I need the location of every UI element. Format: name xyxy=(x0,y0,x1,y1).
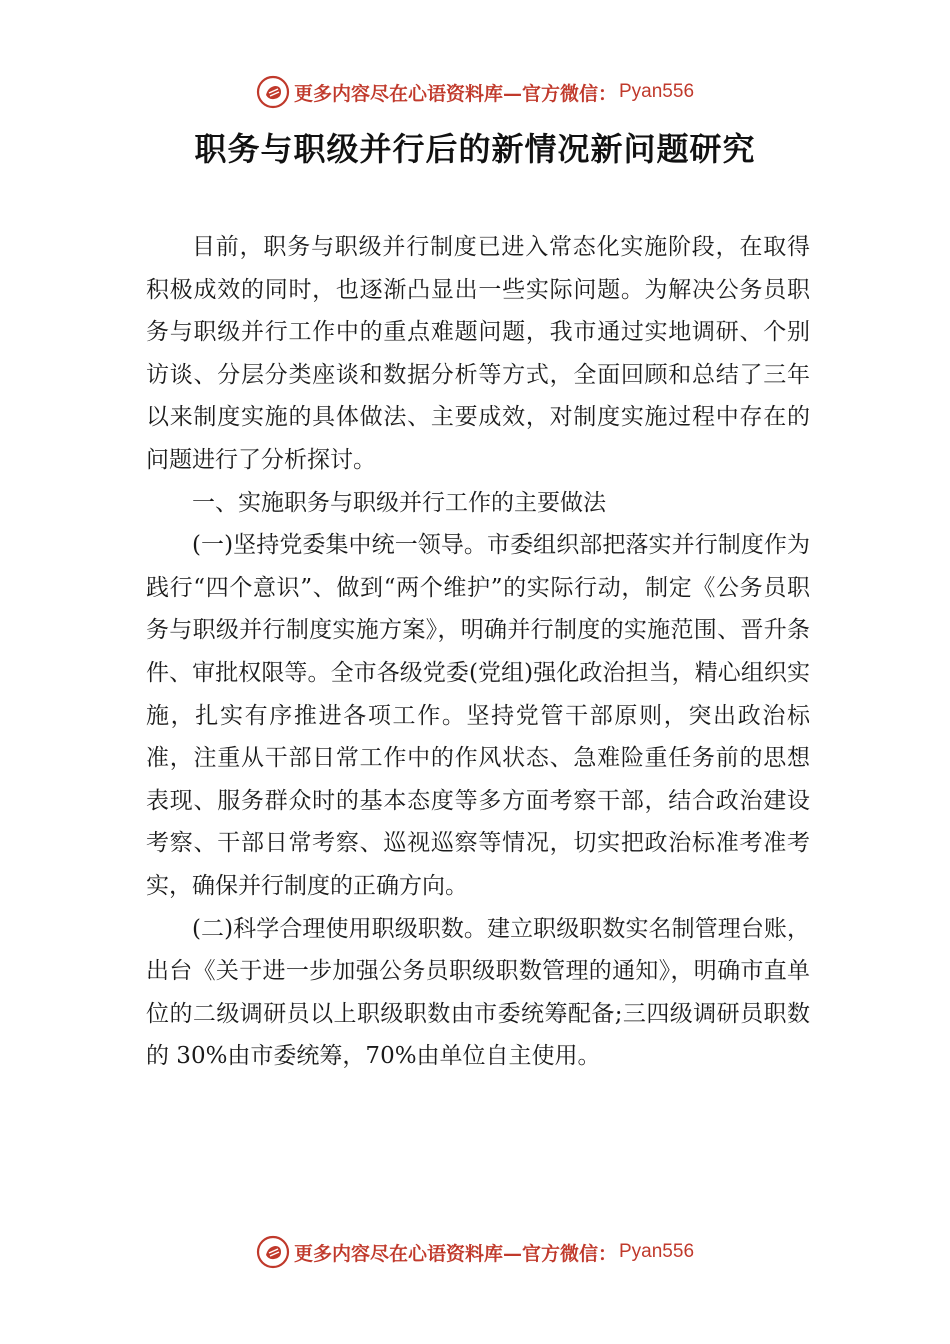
paragraph-rank-quota: (二)科学合理使用职级职数。建立职级职数实名制管理台账，出台《关于进一步加强公务员职级职数管理的通知》，明确市直单位的二级调研员以上职级职数由市委统筹配备;三四级调研员职数的 30%由市委统筹，70%由单位自主使用。 xyxy=(146,915,810,1070)
header-watermark-banner xyxy=(0,72,950,112)
paragraph-party-leadership: (一)坚持党委集中统一领导。市委组织部把落实并行制度作为践行“四个意识”、做到“两个维护”的实际行动，制定《公务员职务与职级并行制度实施方案》，明确并行制度的实施范围、晋升条件、审批权限等。全市各级党委(党组)强化政治担当，精心组织实施，扎实有序推进各项工作。坚持党管干部原则，突出政治标准，注重从干部日常工作中的作风状态、急难险重任务前的思想表现、服务群众时的基本态度等多方面考察干部，结合政治建设考察、干部日常考察、巡视巡察等情况，切实把政治标准考准考实，确保并行制度的正确方向。 xyxy=(146,532,810,899)
document-title: 职务与职级并行后的新情况新问题研究 xyxy=(194,130,756,168)
watermark-text: 更多内容尽在心语资料库—官方微信： xyxy=(293,1242,617,1265)
watermark-text: 更多内容尽在心语资料库—官方微信： xyxy=(293,82,617,105)
fist-logo-icon xyxy=(256,1235,290,1269)
wechat-id: Pyan556 xyxy=(619,81,695,102)
footer-watermark-banner xyxy=(0,1232,950,1272)
document-body xyxy=(146,226,810,1078)
paragraph-intro: 目前，职务与职级并行制度已进入常态化实施阶段，在取得积极成效的同时，也逐渐凸显出一些实际问题。为解决公务员职务与职级并行工作中的重点难题问题，我市通过实地调研、个别访谈、分层分类座谈和数据分析等方式，全面回顾和总结了三年以来制度实施的具体做法、主要成效，对制度实施过程中存在的问题进行了分析探讨。 xyxy=(146,234,810,473)
wechat-id: Pyan556 xyxy=(619,1241,695,1262)
section-heading: 一、实施职务与职级并行工作的主要做法 xyxy=(192,489,606,516)
fist-logo-icon xyxy=(256,75,290,109)
